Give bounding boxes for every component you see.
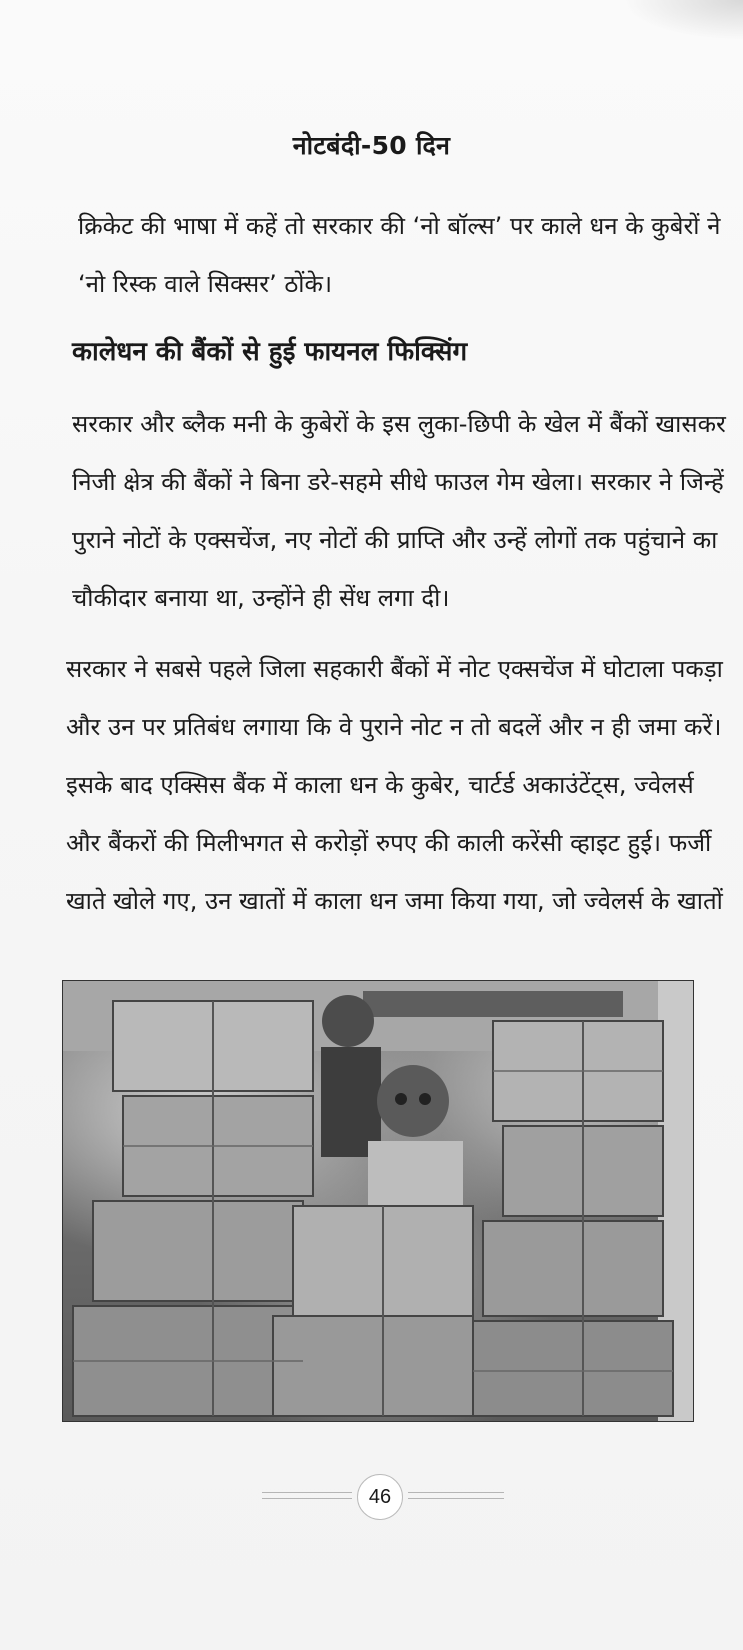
paragraph-line: सरकार और ब्लैक मनी के कुबेरों के इस लुका-छिपी के खेल में बैंकों खासकर bbox=[72, 410, 726, 438]
section-heading: कालेधन की बैंकों से हुई फायनल फिक्सिंग bbox=[72, 337, 468, 367]
paragraph-line: चौकीदार बनाया था, उन्होंने ही सेंध लगा दी। bbox=[72, 584, 450, 612]
paragraph-1 bbox=[78, 197, 738, 313]
footer-rule bbox=[262, 1498, 352, 1499]
paragraph-line: सरकार ने सबसे पहले जिला सहकारी बैंकों में नोट एक्सचेंज में घोटाला पकड़ा bbox=[66, 655, 723, 683]
running-head: नोटबंदी-50 दिन bbox=[292, 131, 451, 160]
paragraph-line: खाते खोले गए, उन खातों में काला धन जमा किया गया, जो ज्वेलर्स के खातों bbox=[66, 887, 723, 915]
paragraph-line: पुराने नोटों के एक्सचेंज, नए नोटों की प्राप्ति और उन्हें लोगों तक पहुंचाने का bbox=[72, 526, 718, 554]
photo-illustration bbox=[63, 981, 693, 1421]
footer-rule bbox=[408, 1492, 504, 1493]
paragraph-3 bbox=[66, 640, 726, 930]
paragraph-line: ‘नो रिस्क वाले सिक्सर’ ठोंके। bbox=[78, 270, 333, 298]
footer-rule bbox=[408, 1498, 504, 1499]
paragraph-line: क्रिकेट की भाषा में कहें तो सरकार की ‘नो बॉल्स’ पर काले धन के कुबेरों ने bbox=[78, 212, 721, 240]
photo-cash-bundles bbox=[62, 980, 694, 1422]
page-number: 46 bbox=[357, 1474, 403, 1520]
paragraph-line: और बैंकरों की मिलीभगत से करोड़ों रुपए की काली करेंसी व्हाइट हुई। फर्जी bbox=[66, 829, 712, 857]
page-corner-shadow bbox=[623, 0, 743, 40]
paragraph-line: इसके बाद एक्सिस बैंक में काला धन के कुबेर, चार्टर्ड अकाउंटेंट्स, ज्वेलर्स bbox=[66, 771, 694, 799]
paragraph-line: और उन पर प्रतिबंध लगाया कि वे पुराने नोट न तो बदलें और न ही जमा करें। bbox=[66, 713, 722, 741]
footer-rule bbox=[262, 1492, 352, 1493]
paragraph-2 bbox=[72, 395, 732, 627]
paragraph-line: निजी क्षेत्र की बैंकों ने बिना डरे-सहमे सीधे फाउल गेम खेला। सरकार ने जिन्हें bbox=[72, 468, 724, 496]
